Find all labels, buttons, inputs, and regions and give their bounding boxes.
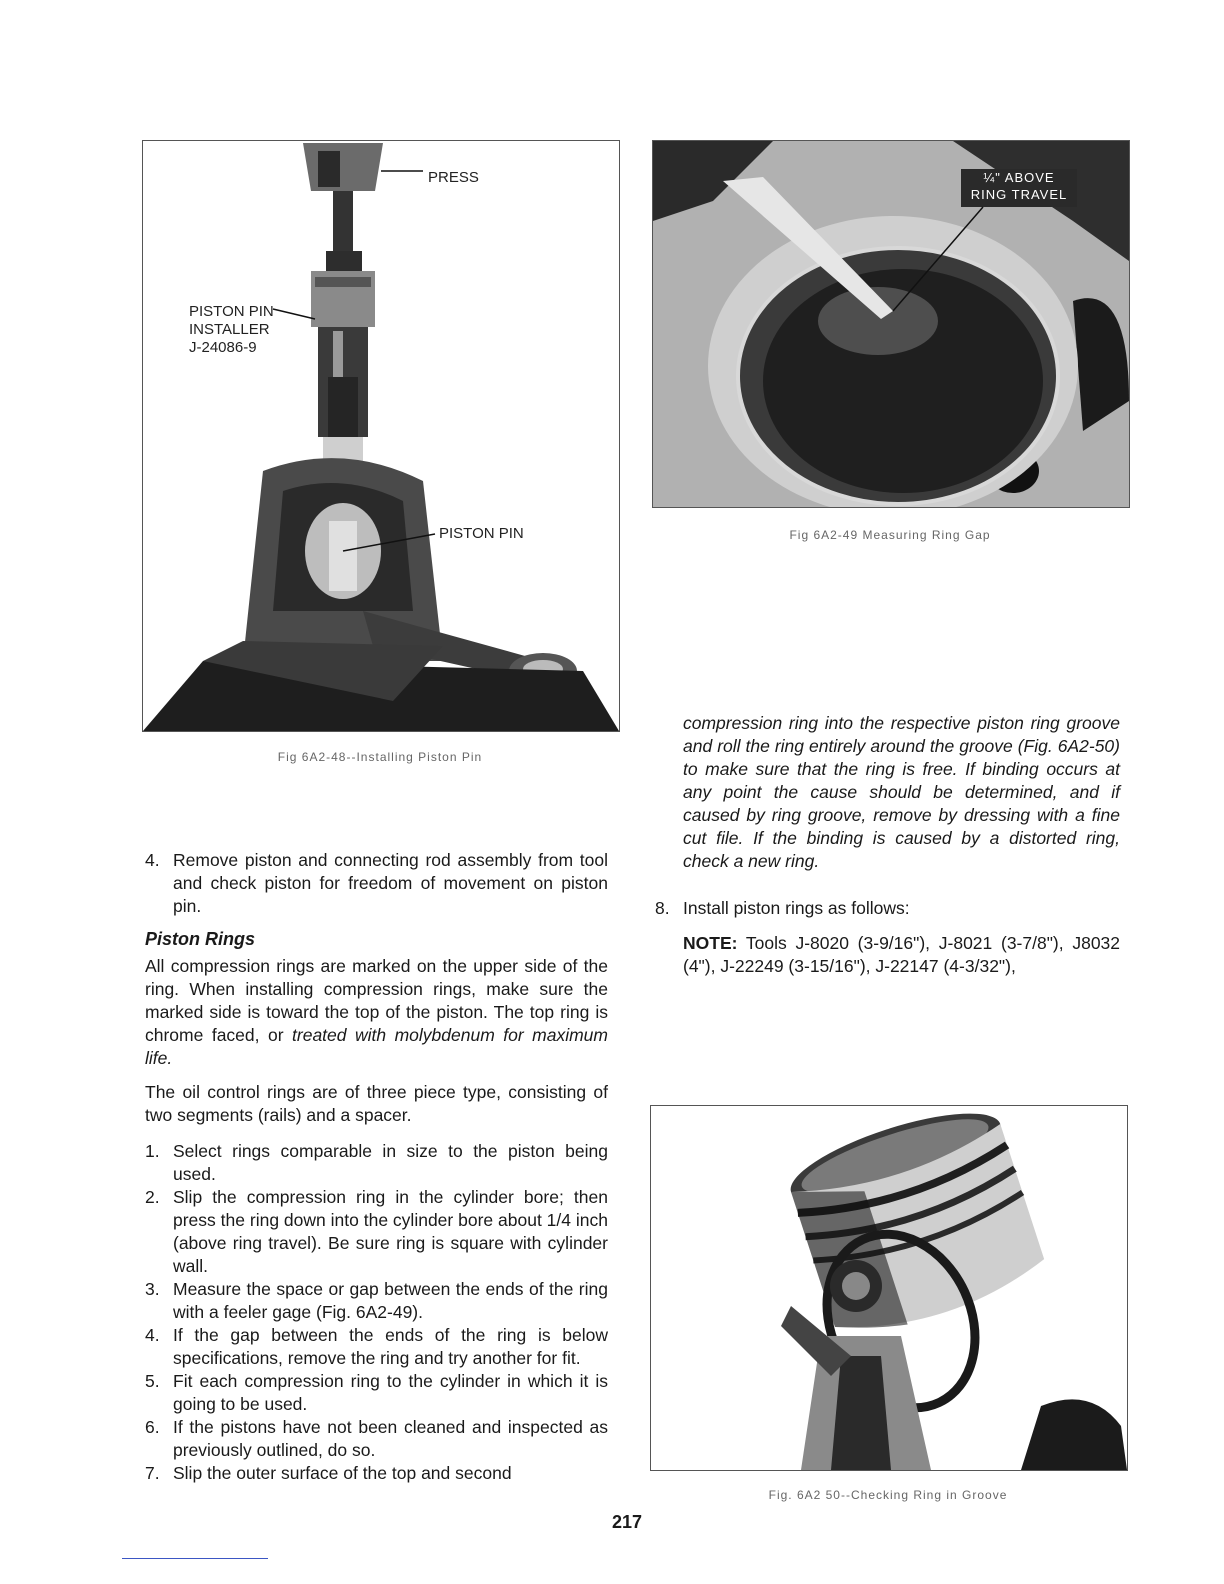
list-item (655, 897, 1120, 920)
list-item (145, 1278, 608, 1324)
step-text: Measure the space or gap between the ends of the ring with a feeler gage (Fig. 6A2-49). (173, 1279, 608, 1322)
page-number: 217 (612, 1512, 643, 1532)
label-press: PRESS (428, 169, 479, 186)
piston-pin-press-illustration (143, 141, 619, 731)
ring-fitting-steps (145, 1140, 608, 1485)
step-number: 1. (145, 1141, 160, 1161)
note-text: Tools J-8020 (3-9/16"), J-8021 (3-7/8"), J8032 (4"), J-22249 (3-15/16"), J-22147 (4-3/32"), (683, 933, 1121, 976)
step-text: If the pistons have not been cleaned and inspected as previously outlined, do so. (173, 1417, 608, 1460)
label-installer-line1: PISTON PIN (189, 303, 274, 320)
step-text: Slip the outer surface of the top and second (173, 1463, 512, 1483)
paragraph-compression-rings (145, 955, 608, 1070)
paragraph-ring-groove-check: compression ring into the respective piston ring groove and roll the ring entirely around the groove (Fig. 6A2-50) to make sure that the ring is free. If binding occurs at any point the cause should be determined, and if caused by ring groove, remove by dressing with a fine cut file. If the binding is caused by a distorted ring, check a new ring. (683, 713, 1120, 871)
label-above-ring-travel (961, 169, 1077, 203)
label-installer-line3: J-24086-9 (189, 339, 257, 356)
ring-groove-photo (651, 1106, 1127, 1470)
step-number: 4. (145, 850, 160, 870)
step-text: Remove piston and connecting rod assembly from tool and check piston for freedom of movement on piston pin. (173, 850, 608, 916)
step-number: 2. (145, 1187, 160, 1207)
step-number: 3. (145, 1279, 160, 1299)
step-4-list (145, 849, 608, 918)
step-number: 6. (145, 1417, 160, 1437)
list-item (145, 1140, 608, 1186)
list-item (145, 1462, 608, 1485)
paragraph-main: All compression rings are marked on the upper side of the ring. When installing compression rings, make sure the marked side is toward the top of the piston. The top ring is chrome faced, or (145, 956, 608, 1045)
step-number: 5. (145, 1371, 160, 1391)
label-above: ¼" ABOVE (983, 170, 1055, 185)
label-ring-travel: RING TRAVEL (970, 187, 1068, 202)
figure-checking-ring-in-groove (650, 1105, 1128, 1471)
label-installer-line2: INSTALLER (189, 321, 270, 338)
figure-installing-piston-pin (142, 140, 620, 732)
step-text: If the gap between the ends of the ring is below specifications, remove the ring and try another for fit. (173, 1325, 608, 1368)
note-label: NOTE: (683, 933, 738, 953)
step-text: Fit each compression ring to the cylinder in which it is going to be used. (173, 1371, 608, 1414)
list-item (145, 1416, 608, 1462)
caption-fig-6a2-49: Fig 6A2-49 Measuring Ring Gap (789, 528, 991, 542)
step-text: Slip the compression ring in the cylinder bore; then press the ring down into the cylinder bore about 1/4 inch (above ring travel). Be sure ring is square with cylinder wall. (173, 1187, 608, 1276)
note-tools (683, 932, 1120, 978)
list-item (145, 1370, 608, 1416)
step-number: 7. (145, 1463, 160, 1483)
footer-rule (122, 1558, 268, 1559)
list-item (145, 849, 608, 918)
figure-measuring-ring-gap (652, 140, 1130, 508)
paragraph-italic: treated with molybdenum for maximum life. (145, 1025, 608, 1068)
label-piston-pin: PISTON PIN (439, 525, 524, 542)
caption-fig-6a2-48: Fig 6A2-48--Installing Piston Pin (277, 750, 483, 764)
list-item (145, 1324, 608, 1370)
step-number: 4. (145, 1325, 160, 1345)
step-8-list (655, 897, 1120, 920)
list-item (145, 1186, 608, 1278)
section-heading-piston-rings: Piston Rings (145, 929, 256, 949)
step-text: Select rings comparable in size to the piston being used. (173, 1141, 608, 1184)
paragraph-oil-control-rings: The oil control rings are of three piece type, consisting of two segments (rails) and a spacer. (145, 1082, 608, 1125)
step-number: 8. (655, 898, 670, 918)
step-text: Install piston rings as follows: (683, 898, 910, 918)
caption-fig-6a2-50: Fig. 6A2 50--Checking Ring in Groove (768, 1488, 1008, 1502)
